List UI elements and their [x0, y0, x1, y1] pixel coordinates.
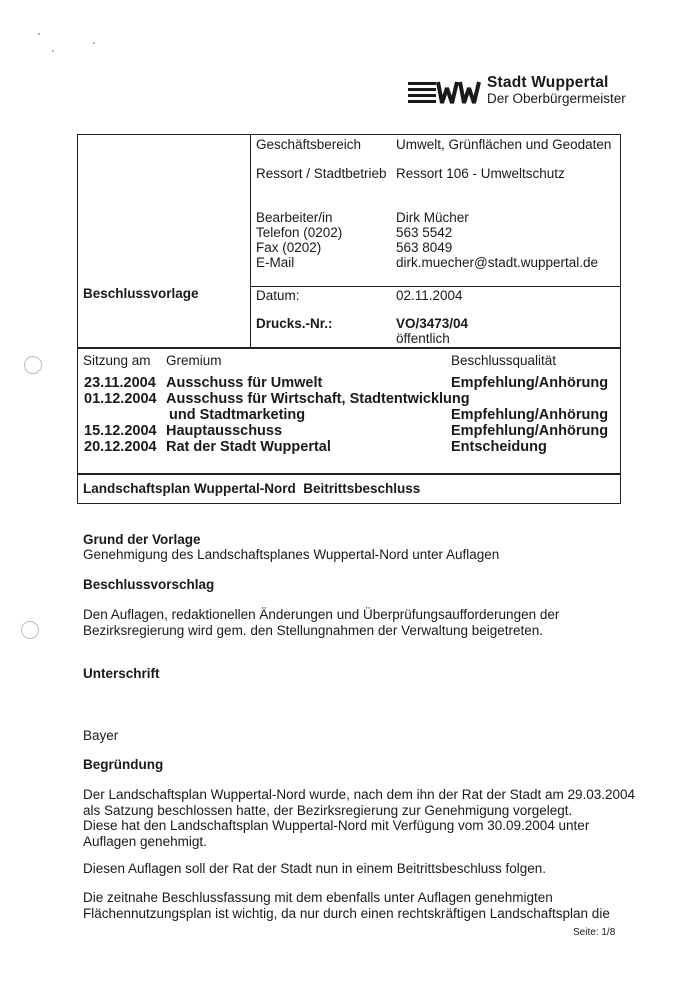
body-line: Flächennutzungsplan ist wichtig, da nur durch einen rechtskräftigen Landschaftsplan die — [83, 906, 610, 921]
col-quality-header: Beschlussqualität — [451, 353, 557, 368]
header-row-divider — [250, 286, 621, 287]
subject: Landschaftsplan Wuppertal-Nord Beitrittsbeschluss — [83, 481, 421, 496]
body-line: Die zeitnahe Beschlussfassung mit dem ebenfalls unter Auflagen genehmigten — [83, 890, 553, 905]
scan-speck — [93, 42, 95, 44]
datum-label: Datum: — [256, 288, 300, 303]
grund-text: Genehmigung des Landschaftsplanes Wuppertal-Nord unter Auflagen — [83, 547, 500, 562]
ressort-value: Ressort 106 - Umweltschutz — [396, 166, 565, 181]
session-date: 15.12.2004 — [84, 423, 157, 439]
session-date: 20.12.2004 — [84, 439, 157, 455]
session-date: 01.12.2004 — [84, 391, 157, 407]
unterschrift-heading: Unterschrift — [83, 666, 160, 681]
vorschlag-line: Bezirksregierung wird gem. den Stellungnahmen der Verwaltung beigetreten. — [83, 623, 544, 638]
session-gremium: Hauptausschuss — [166, 423, 283, 439]
page-number: Seite: 1/8 — [573, 927, 616, 938]
body-line: Auflagen genehmigt. — [83, 834, 207, 849]
session-quality: Entscheidung — [451, 439, 547, 455]
doc-type: Beschlussvorlage — [83, 286, 199, 301]
telefon-value: 563 5542 — [396, 225, 453, 240]
email-value: dirk.muecher@stadt.wuppertal.de — [396, 255, 599, 270]
email-label: E-Mail — [256, 255, 295, 270]
bearbeiter-label: Bearbeiter/in — [256, 210, 333, 225]
col-gremium-header: Gremium — [166, 353, 222, 368]
bearbeiter-value: Dirk Mücher — [396, 210, 469, 225]
begruendung-heading: Begründung — [83, 757, 164, 772]
session-date: 23.11.2004 — [84, 375, 156, 391]
punch-hole — [21, 621, 39, 639]
body-line: Diesen Auflagen soll der Rat der Stadt nun in einem Beitrittsbeschluss folgen. — [83, 861, 547, 876]
vorschlag-line: Den Auflagen, redaktionellen Änderungen und Überprüfungsaufforderungen der — [83, 607, 560, 622]
logo-title: Stadt Wuppertal — [487, 74, 609, 91]
session-gremium: Ausschuss für Wirtschaft, Stadtentwicklung — [166, 391, 470, 407]
fax-label: Fax (0202) — [256, 240, 322, 255]
punch-hole — [24, 356, 42, 374]
body-line: Der Landschaftsplan Wuppertal-Nord wurde, nach dem ihn der Rat der Stadt am 29.03.2004 — [83, 787, 636, 802]
datum-value: 02.11.2004 — [396, 288, 463, 303]
geschaeftsbereich-value: Umwelt, Grünflächen und Geodaten — [396, 137, 612, 152]
session-gremium: Ausschuss für Umwelt — [166, 375, 323, 391]
body-line: als Satzung beschlossen hatte, der Bezirksregierung zur Genehmigung vorgelegt. — [83, 803, 573, 818]
scan-speck — [52, 50, 54, 52]
drucks-label: Drucks.-Nr.: — [256, 316, 333, 331]
drucks-value: VO/3473/04 — [396, 316, 469, 331]
header-divider — [250, 134, 251, 348]
ressort-label: Ressort / Stadtbetrieb — [256, 166, 387, 181]
session-quality: Empfehlung/Anhörung — [451, 375, 609, 391]
session-quality: Empfehlung/Anhörung — [451, 407, 609, 423]
col-date-header: Sitzung am — [83, 353, 151, 368]
session-quality: Empfehlung/Anhörung — [451, 423, 609, 439]
scan-speck — [38, 33, 40, 35]
grund-heading: Grund der Vorlage — [83, 532, 201, 547]
session-gremium: Rat der Stadt Wuppertal — [166, 439, 331, 455]
geschaeftsbereich-label: Geschäftsbereich — [256, 137, 362, 152]
logo-subtitle: Der Oberbürgermeister — [487, 91, 626, 106]
fax-value: 563 8049 — [396, 240, 453, 255]
status-value: öffentlich — [396, 331, 450, 346]
signer: Bayer — [83, 728, 119, 743]
telefon-label: Telefon (0202) — [256, 225, 343, 240]
stadt-wuppertal-emblem-icon — [408, 78, 488, 106]
body-line: Diese hat den Landschaftsplan Wuppertal-Nord mit Verfügung vom 30.09.2004 unter — [83, 818, 590, 833]
session-gremium-cont: und Stadtmarketing — [169, 407, 306, 423]
vorschlag-heading: Beschlussvorschlag — [83, 577, 215, 592]
